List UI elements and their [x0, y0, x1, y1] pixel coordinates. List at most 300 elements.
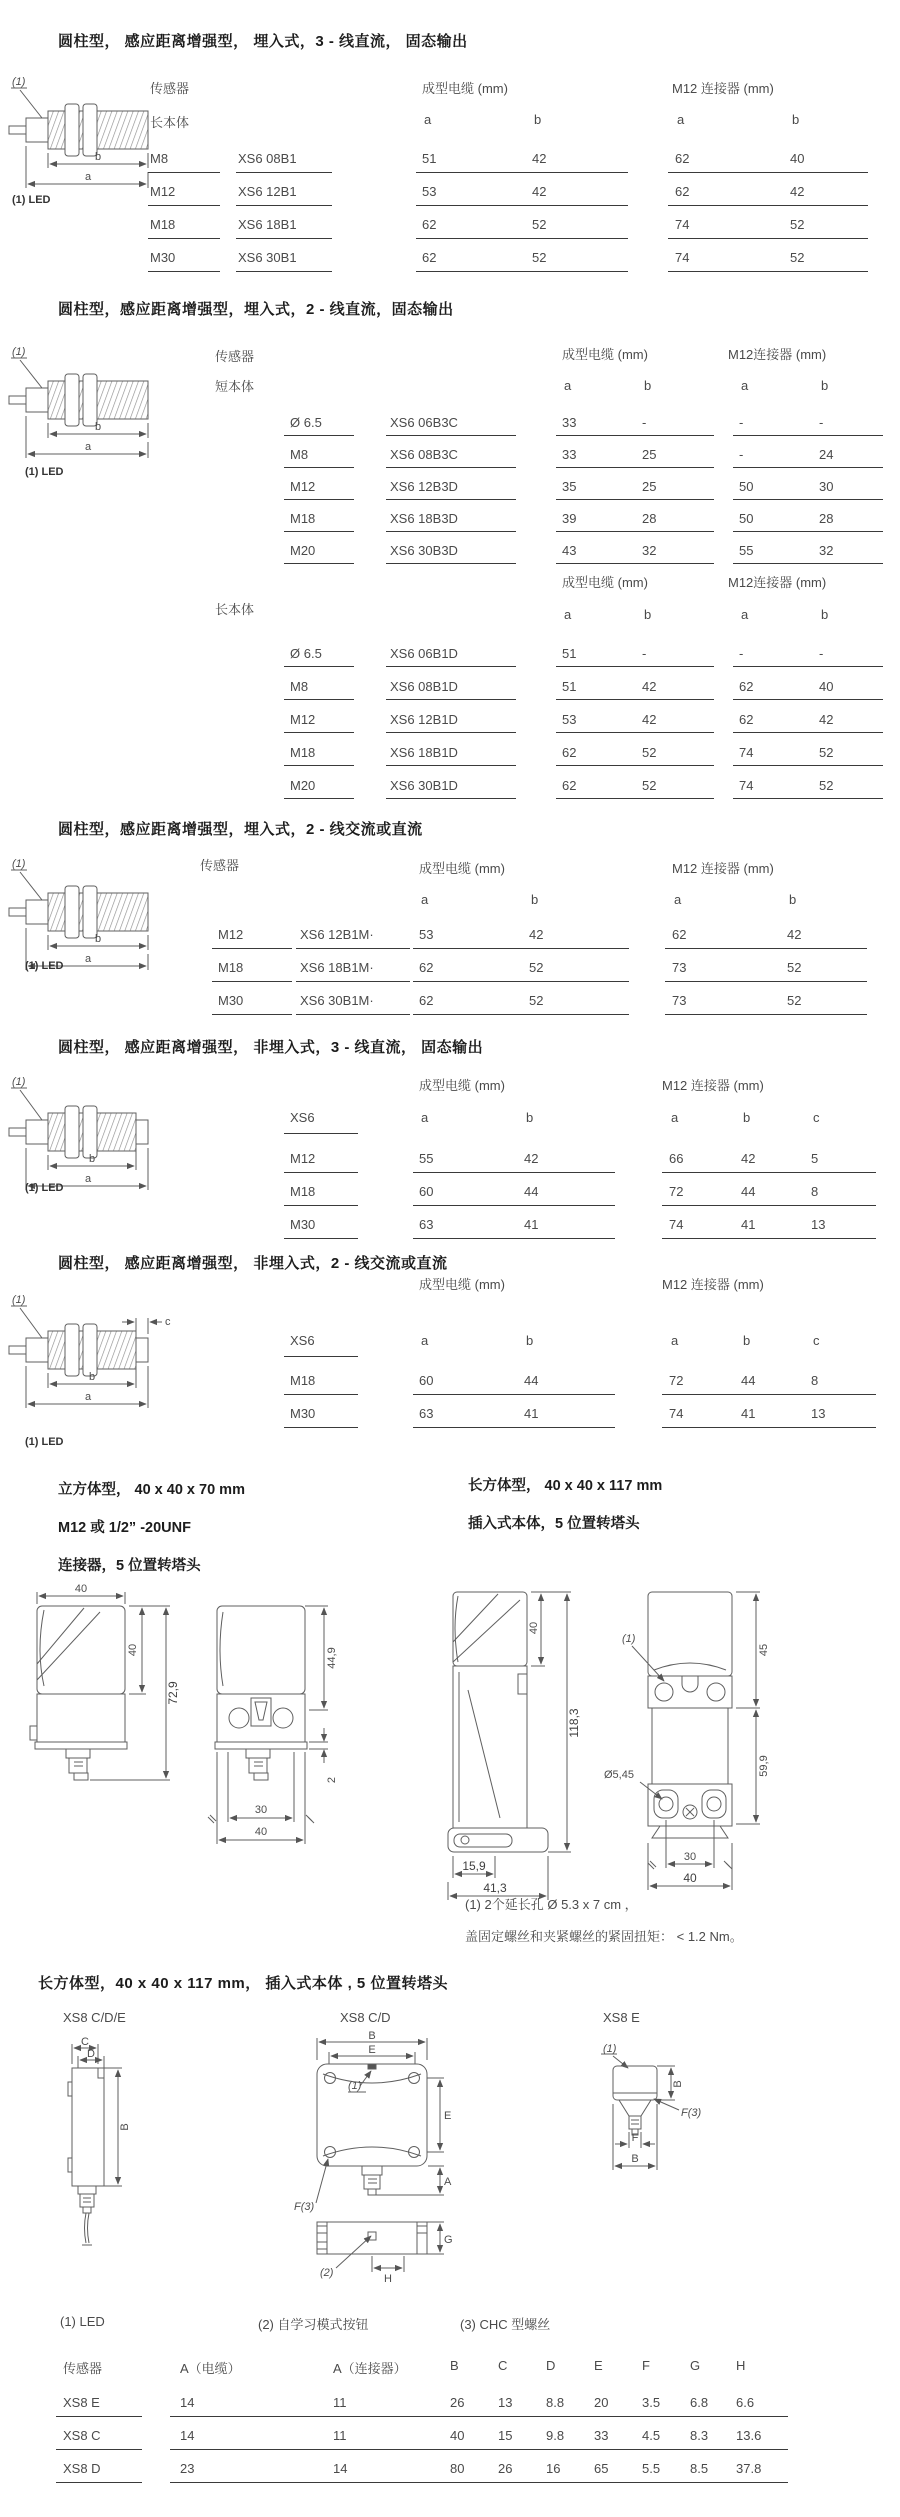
xs8-dim-d: D [87, 2048, 95, 2060]
variant-label-xs8cd: XS8 C/D [340, 2010, 391, 2025]
s2-col-conn-a: a [741, 378, 749, 393]
cell-conn-b: 52 [790, 250, 805, 265]
row-underline [386, 666, 516, 667]
s5-col-cable-a: a [421, 1333, 429, 1348]
xs8-dim-b-top: B [368, 2030, 376, 2042]
row-underline [386, 699, 516, 700]
cell-conn-a: - [739, 646, 744, 661]
cell-d: 8.8 [546, 2395, 565, 2410]
cell-size: M20 [290, 543, 316, 558]
cell-model: XS6 18B3D [390, 511, 458, 526]
cell-cable-a: 39 [562, 511, 577, 526]
led-callout-label: (1) [12, 346, 26, 358]
cell-cable-b: 44 [524, 1373, 539, 1388]
cell-conn-c: 8 [811, 1184, 819, 1199]
cube-sensor-diagram [22, 1582, 357, 1894]
cell-cable-a: 35 [562, 479, 577, 494]
xs8-dim-e-right: E [444, 2110, 452, 2122]
cell-cable-b: 52 [532, 217, 547, 232]
table-row [0, 2390, 900, 2423]
cell-d: 9.8 [546, 2428, 565, 2443]
cell-conn-a: 55 [739, 543, 754, 558]
cube-title-line3: 连接器，5 位置转塔头 [58, 1558, 201, 1574]
table-row [0, 146, 900, 179]
cell-model: XS6 18B1 [238, 217, 297, 232]
table-row [0, 410, 900, 442]
s5-col-cable: 成型电缆 (mm) [419, 1277, 505, 1292]
row-underline [284, 563, 354, 564]
cell-conn-a: 50 [739, 479, 754, 494]
cube-dim-total: 72,9 [166, 1681, 180, 1705]
cell-conn-b: 40 [819, 679, 834, 694]
row-underline [665, 948, 867, 949]
row-underline [170, 2482, 788, 2483]
xs8e-dim-f: F [631, 2132, 639, 2144]
cube-title-line1: 立方体型， 40 x 40 x 70 mm [58, 1482, 245, 1498]
rect-dim-hole: Ø5,45 [604, 1769, 634, 1781]
xs8-callout-1: (1) [348, 2080, 362, 2092]
cell-conn-b: 41 [741, 1217, 756, 1232]
row-underline [662, 1172, 876, 1173]
cell-conn-a: 62 [739, 712, 754, 727]
cube-dim-side-upper: 44,9 [326, 1647, 338, 1669]
s2-col-cable2: 成型电缆 (mm) [562, 575, 648, 590]
cell-g: 8.5 [690, 2461, 709, 2476]
s2-col-cable-a: a [564, 378, 572, 393]
cell-conn-c: 5 [811, 1151, 819, 1166]
led-note: (1) LED [25, 960, 64, 972]
row-underline [386, 732, 516, 733]
row-underline [386, 467, 516, 468]
rect-note-1: (1) 2个延长孔 Ø 5.3 x 7 cm ， [465, 1897, 638, 1912]
xs8-callout-f3: F(3) [294, 2201, 315, 2213]
cell-cable-b: 42 [529, 927, 544, 942]
cell-conn-b: 52 [787, 960, 802, 975]
row-underline [668, 271, 868, 272]
cell-conn-b: 42 [787, 927, 802, 942]
table-row [0, 1146, 900, 1179]
table-row [0, 740, 900, 773]
t8-col-a-connector: A（连接器） [333, 2361, 407, 2376]
s4-col-cable-a: a [421, 1110, 429, 1125]
cell-conn-b: 41 [741, 1406, 756, 1421]
cell-conn-a: 62 [672, 927, 687, 942]
row-underline [56, 2482, 142, 2483]
table-row [0, 674, 900, 707]
cell-conn-b: - [819, 646, 824, 661]
s4-family-label: XS6 [290, 1110, 315, 1125]
cell-size: Ø 6.5 [290, 646, 322, 661]
rect-note-2: 盖固定螺丝和夹紧螺丝的紧固扭矩： < 1.2 Nm。 [465, 1929, 743, 1944]
cell-cable-a: 51 [422, 151, 437, 166]
cell-b: 80 [450, 2461, 465, 2476]
cell-conn-a: 74 [669, 1406, 684, 1421]
cube-title-line2: M12 或 1/2” -20UNF [58, 1520, 191, 1536]
xs8-dim-g: G [444, 2234, 453, 2246]
cell-cable-a: 33 [562, 415, 577, 430]
s4-col-conn-a: a [671, 1110, 679, 1125]
row-underline [665, 981, 867, 982]
cell-cable-a: 53 [562, 712, 577, 727]
cell-model: XS6 12B1 [238, 184, 297, 199]
t8-col-e: E [594, 2358, 603, 2373]
cell-conn-a: 62 [739, 679, 754, 694]
row-underline [665, 1014, 867, 1015]
cell-model: XS6 08B1 [238, 151, 297, 166]
cell-conn-a: 74 [739, 745, 754, 760]
header-underline [284, 1133, 358, 1134]
row-underline [236, 172, 332, 173]
cell-a-cable: 23 [180, 2461, 195, 2476]
cell-cable-b: 41 [524, 1217, 539, 1232]
cell-conn-c: 8 [811, 1373, 819, 1388]
row-underline [284, 467, 354, 468]
cell-conn-a: 74 [675, 217, 690, 232]
cell-model: XS6 12B1D [390, 712, 458, 727]
cell-conn-b: 24 [819, 447, 834, 462]
t8-col-c: C [498, 2358, 508, 2373]
cell-cable-a: 33 [562, 447, 577, 462]
cell-model: XS6 30B3D [390, 543, 458, 558]
cell-h: 37.8 [736, 2461, 762, 2476]
xs8e-callout-f3: F(3) [681, 2107, 702, 2119]
section2-title: 圆柱型，感应距离增强型，埋入式，2 - 线直流，固态输出 [58, 301, 454, 318]
cell-g: 8.3 [690, 2428, 709, 2443]
cell-cable-b: 42 [524, 1151, 539, 1166]
row-underline [556, 467, 714, 468]
cell-conn-b: 44 [741, 1373, 756, 1388]
row-underline [284, 531, 354, 532]
cell-size: M12 [290, 1151, 316, 1166]
cell-cable-b: - [642, 646, 647, 661]
rect-dim-bottom-outer: 40 [683, 1871, 697, 1885]
cell-a-cable: 14 [180, 2428, 195, 2443]
row-underline [416, 172, 628, 173]
row-underline [413, 1172, 615, 1173]
row-underline [148, 205, 220, 206]
cell-conn-b: 52 [819, 778, 834, 793]
row-underline [413, 981, 629, 982]
cell-model: XS6 06B3C [390, 415, 458, 430]
cube-dim-bottom-inner: 30 [254, 1804, 268, 1816]
xs8-dim-h: H [384, 2273, 392, 2285]
xs8-side-diagram [42, 2036, 177, 2251]
table-row [0, 245, 900, 278]
xs8-note-teach-button: (2) 自学习模式按钮 [258, 2317, 369, 2332]
row-underline [413, 948, 629, 949]
cell-g: 6.8 [690, 2395, 709, 2410]
cell-cable-b: 42 [642, 679, 657, 694]
s3-col-cable-a: a [421, 892, 429, 907]
s1-col-sensor: 传感器 [150, 81, 190, 96]
cell-conn-b: 52 [790, 217, 805, 232]
cell-conn-b: 52 [819, 745, 834, 760]
s5-family-label: XS6 [290, 1333, 315, 1348]
table-row [0, 1179, 900, 1212]
cell-e: 33 [594, 2428, 609, 2443]
dim-b-label: b [94, 151, 102, 163]
cell-model: XS6 06B1D [390, 646, 458, 661]
cell-model: XS6 18B1M· [300, 960, 374, 975]
cell-size: M8 [290, 447, 309, 462]
table-row [0, 474, 900, 506]
cell-conn-a: 62 [675, 184, 690, 199]
cell-conn-a: 73 [672, 993, 687, 1008]
cell-conn-a: 62 [675, 151, 690, 166]
row-underline [284, 1205, 358, 1206]
row-underline [386, 499, 516, 500]
cell-cable-a: 62 [562, 745, 577, 760]
led-note: (1) LED [25, 466, 64, 478]
rect-dim-bottom-inner: 30 [683, 1851, 697, 1863]
cell-model: XS8 C [63, 2428, 101, 2443]
s1-table [0, 146, 900, 278]
table-row [0, 442, 900, 474]
row-underline [733, 732, 883, 733]
table-row [0, 955, 900, 988]
row-underline [296, 1014, 410, 1015]
s5-col-conn-a: a [671, 1333, 679, 1348]
row-underline [284, 499, 354, 500]
s5-col-conn-b: b [743, 1333, 751, 1348]
cell-size: M18 [290, 1184, 316, 1199]
cell-a-connector: 11 [333, 2395, 347, 2410]
led-note: (1) LED [25, 1436, 64, 1448]
row-underline [236, 205, 332, 206]
row-underline [212, 1014, 292, 1015]
row-underline [413, 1238, 615, 1239]
led-callout-label: (1) [12, 1076, 26, 1088]
s2-col-cable2-b: b [644, 607, 652, 622]
cell-size: Ø 6.5 [290, 415, 322, 430]
cell-conn-b: 42 [741, 1151, 756, 1166]
s2-col-conn2-a: a [741, 607, 749, 622]
dim-a-label: a [84, 171, 92, 183]
row-underline [413, 1205, 615, 1206]
s2-col-conn-b: b [821, 378, 829, 393]
table-row [0, 506, 900, 538]
table-row [0, 1368, 900, 1401]
cell-cable-a: 63 [419, 1406, 434, 1421]
dim-b-label: b [88, 1371, 96, 1383]
cell-size: M8 [290, 679, 309, 694]
variant-label-xs8cde: XS8 C/D/E [63, 2010, 126, 2025]
s1-col-body: 长本体 [150, 115, 190, 130]
cell-cable-a: 63 [419, 1217, 434, 1232]
row-underline [170, 2416, 788, 2417]
s2-table-long [0, 641, 900, 806]
row-underline [236, 271, 332, 272]
cell-conn-a: 50 [739, 511, 754, 526]
cell-size: M18 [290, 511, 316, 526]
table-row [0, 988, 900, 1021]
s5-col-conn: M12 连接器 (mm) [662, 1277, 764, 1292]
rect-dim-lower: 59,9 [758, 1755, 770, 1777]
section7-title: 长方体型，40 x 40 x 117 mm， 插入式本体 , 5 位置转塔头 [38, 1975, 448, 1992]
xs8e-diagram [583, 2040, 728, 2190]
s5-col-cable-b: b [526, 1333, 534, 1348]
row-underline [170, 2449, 788, 2450]
row-underline [556, 798, 714, 799]
row-underline [236, 238, 332, 239]
dim-b-label: b [94, 421, 102, 433]
dim-b-label: b [88, 1153, 96, 1165]
t8-col-d: D [546, 2358, 556, 2373]
row-underline [284, 666, 354, 667]
t8-col-sensor: 传感器 [63, 2361, 103, 2376]
section3-title: 圆柱型，感应距离增强型，埋入式，2 - 线交流或直流 [58, 821, 423, 838]
cell-c: 26 [498, 2461, 513, 2476]
cell-cable-a: 55 [419, 1151, 434, 1166]
cell-conn-a: - [739, 415, 744, 430]
s2-col-body-short: 短本体 [215, 379, 255, 394]
row-underline [284, 1394, 358, 1395]
cell-b: 26 [450, 2395, 465, 2410]
xs8-dim-c: C [81, 2036, 89, 2048]
dim-a-label: a [84, 953, 92, 965]
cell-cable-b: 52 [642, 745, 657, 760]
cell-size: M12 [150, 184, 176, 199]
cell-conn-a: 73 [672, 960, 687, 975]
cell-size: M12 [290, 712, 316, 727]
cell-f: 4.5 [642, 2428, 661, 2443]
rect-sensor-diagram [438, 1578, 813, 1913]
s2-col-conn: M12连接器 (mm) [728, 347, 827, 362]
dim-a-label: a [84, 441, 92, 453]
led-note: (1) LED [25, 1182, 64, 1194]
cell-cable-a: 62 [419, 993, 434, 1008]
cell-a-connector: 14 [333, 2461, 348, 2476]
table-row [0, 212, 900, 245]
s1-col-cable-a: a [424, 112, 432, 127]
row-underline [296, 948, 410, 949]
s4-col-conn-c: c [813, 1110, 820, 1125]
xs8-dim-e-top: E [368, 2044, 376, 2056]
row-underline [284, 732, 354, 733]
row-underline [386, 798, 516, 799]
cell-h: 6.6 [736, 2395, 755, 2410]
cell-size: M30 [150, 250, 176, 265]
xs8-note-led: (1) LED [60, 2314, 105, 2329]
xs8e-dim-b-bottom: B [631, 2153, 639, 2165]
s3-col-cable-b: b [531, 892, 539, 907]
row-underline [733, 563, 883, 564]
rect-title-line2: 插入式本体，5 位置转塔头 [468, 1516, 640, 1532]
row-underline [386, 435, 516, 436]
s2-col-cable2-a: a [564, 607, 572, 622]
s2-col-conn2: M12连接器 (mm) [728, 575, 827, 590]
cell-cable-b: 42 [532, 184, 547, 199]
s5-table [0, 1368, 900, 1434]
s3-col-conn-a: a [674, 892, 682, 907]
cell-conn-c: 13 [811, 1217, 826, 1232]
rect-dim-total: 118,3 [567, 1708, 581, 1738]
cell-a-connector: 11 [333, 2428, 347, 2443]
s1-col-conn: M12 连接器 (mm) [672, 81, 774, 96]
cell-d: 16 [546, 2461, 561, 2476]
row-underline [413, 1427, 615, 1428]
xs8e-callout-1: (1) [603, 2043, 617, 2055]
cell-size: M20 [290, 778, 316, 793]
table-row [0, 2456, 900, 2489]
cell-cable-b: 25 [642, 479, 657, 494]
cell-model: XS6 12B3D [390, 479, 458, 494]
cell-cable-a: 62 [422, 217, 437, 232]
cell-conn-b: 52 [787, 993, 802, 1008]
cell-cable-b: 32 [642, 543, 657, 558]
row-underline [386, 531, 516, 532]
cell-cable-b: 52 [642, 778, 657, 793]
xs8-dimensions-table [0, 2390, 900, 2489]
row-underline [386, 563, 516, 564]
table-row [0, 538, 900, 570]
cell-size: M30 [218, 993, 244, 1008]
row-underline [662, 1205, 876, 1206]
row-underline [284, 1427, 358, 1428]
cell-size: M12 [290, 479, 316, 494]
s4-col-conn: M12 连接器 (mm) [662, 1078, 764, 1093]
s2-col-cable-b: b [644, 378, 652, 393]
dim-b-label: b [94, 933, 102, 945]
row-underline [416, 205, 628, 206]
s3-table [0, 922, 900, 1021]
row-underline [416, 238, 628, 239]
variant-label-xs8e: XS8 E [603, 2010, 640, 2025]
cube-dim-head: 40 [127, 1643, 139, 1657]
led-callout-label: (1) [12, 1294, 26, 1306]
row-underline [284, 1238, 358, 1239]
cell-cable-a: 53 [419, 927, 434, 942]
xs8-dim-a: A [444, 2176, 452, 2188]
cell-size: M18 [218, 960, 244, 975]
row-underline [662, 1238, 876, 1239]
table-row [0, 1212, 900, 1245]
cell-model: XS6 08B1D [390, 679, 458, 694]
cell-cable-a: 43 [562, 543, 577, 558]
cell-b: 40 [450, 2428, 465, 2443]
s4-col-cable-b: b [526, 1110, 534, 1125]
cube-dim-bottom-outer: 40 [254, 1826, 268, 1838]
row-underline [556, 531, 714, 532]
dim-a-label: a [84, 1173, 92, 1185]
cell-h: 13.6 [736, 2428, 762, 2443]
row-underline [668, 205, 868, 206]
cell-model: XS8 D [63, 2461, 101, 2476]
row-underline [733, 467, 883, 468]
row-underline [668, 172, 868, 173]
row-underline [212, 948, 292, 949]
cell-cable-a: 60 [419, 1184, 434, 1199]
row-underline [556, 435, 714, 436]
table-row [0, 1401, 900, 1434]
cell-cable-b: - [642, 415, 647, 430]
s4-table [0, 1146, 900, 1245]
cell-size: M18 [150, 217, 176, 232]
cell-size: M12 [218, 927, 244, 942]
row-underline [284, 1172, 358, 1173]
s5-col-conn-c: c [813, 1333, 820, 1348]
row-underline [56, 2449, 142, 2450]
cell-cable-b: 44 [524, 1184, 539, 1199]
table-row [0, 179, 900, 212]
row-underline [556, 699, 714, 700]
rect-title-line1: 长方体型， 40 x 40 x 117 mm [468, 1478, 663, 1494]
s2-table-short [0, 410, 900, 570]
cell-e: 65 [594, 2461, 609, 2476]
table-row [0, 707, 900, 740]
cell-conn-b: 44 [741, 1184, 756, 1199]
row-underline [733, 765, 883, 766]
